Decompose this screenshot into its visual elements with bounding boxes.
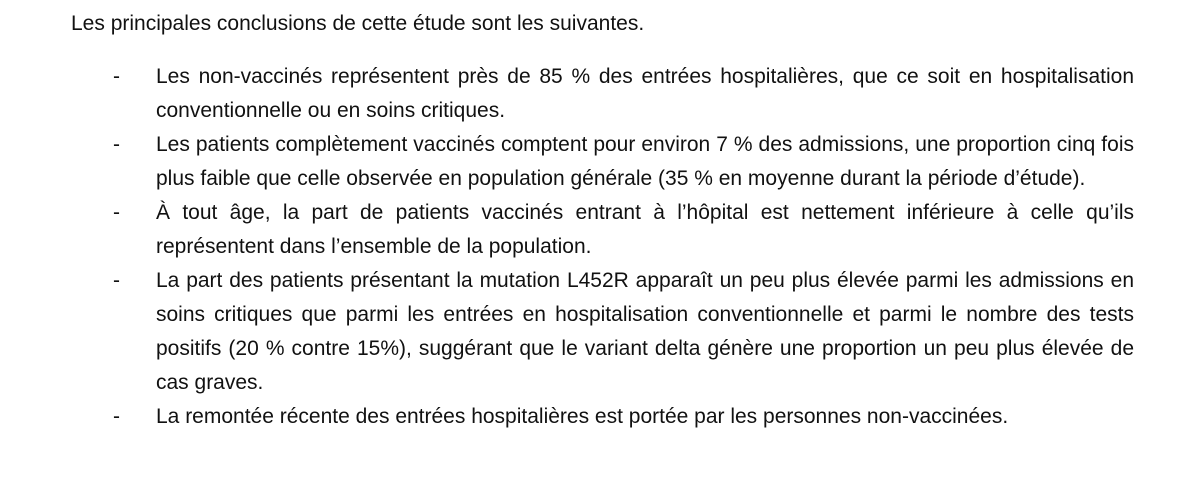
bullet-dash: -: [113, 65, 120, 88]
list-item: [0, 60, 1134, 128]
bullet-dash: -: [113, 405, 120, 428]
list-item-text: La part des patients présentant la mutation L452R apparaît un peu plus élevée parmi les admissions en soins critiques que parmi les entrées en hospitalisation conventionnelle et parmi le nombre des tests positifs (20 % contre 15%), suggérant que le variant delta génère une proportion un peu plus élevée de cas graves.: [156, 269, 1134, 394]
list-item: [0, 264, 1134, 400]
list-item-text: La remontée récente des entrées hospitalières est portée par les personnes non-vaccinées.: [156, 405, 1009, 428]
list-item: [0, 128, 1134, 196]
intro-paragraph: Les principales conclusions de cette étude sont les suivantes.: [71, 12, 645, 35]
list-item-text: Les patients complètement vaccinés comptent pour environ 7 % des admissions, une proportion cinq fois plus faible que celle observée en population générale (35 % en moyenne durant la période d’étude).: [156, 133, 1134, 190]
bullet-dash: -: [113, 201, 120, 224]
bullet-dash: -: [113, 269, 120, 292]
bullet-dash: -: [113, 133, 120, 156]
conclusions-list: [0, 60, 1200, 434]
list-item: [0, 400, 1134, 434]
list-item: [0, 196, 1134, 264]
list-item-text: Les non-vaccinés représentent près de 85 % des entrées hospitalières, que ce soit en hospitalisation conventionnelle ou en soins critiques.: [156, 65, 1134, 122]
list-item-text: À tout âge, la part de patients vaccinés entrant à l’hôpital est nettement inférieure à celle qu’ils représentent dans l’ensemble de la population.: [156, 201, 1134, 258]
